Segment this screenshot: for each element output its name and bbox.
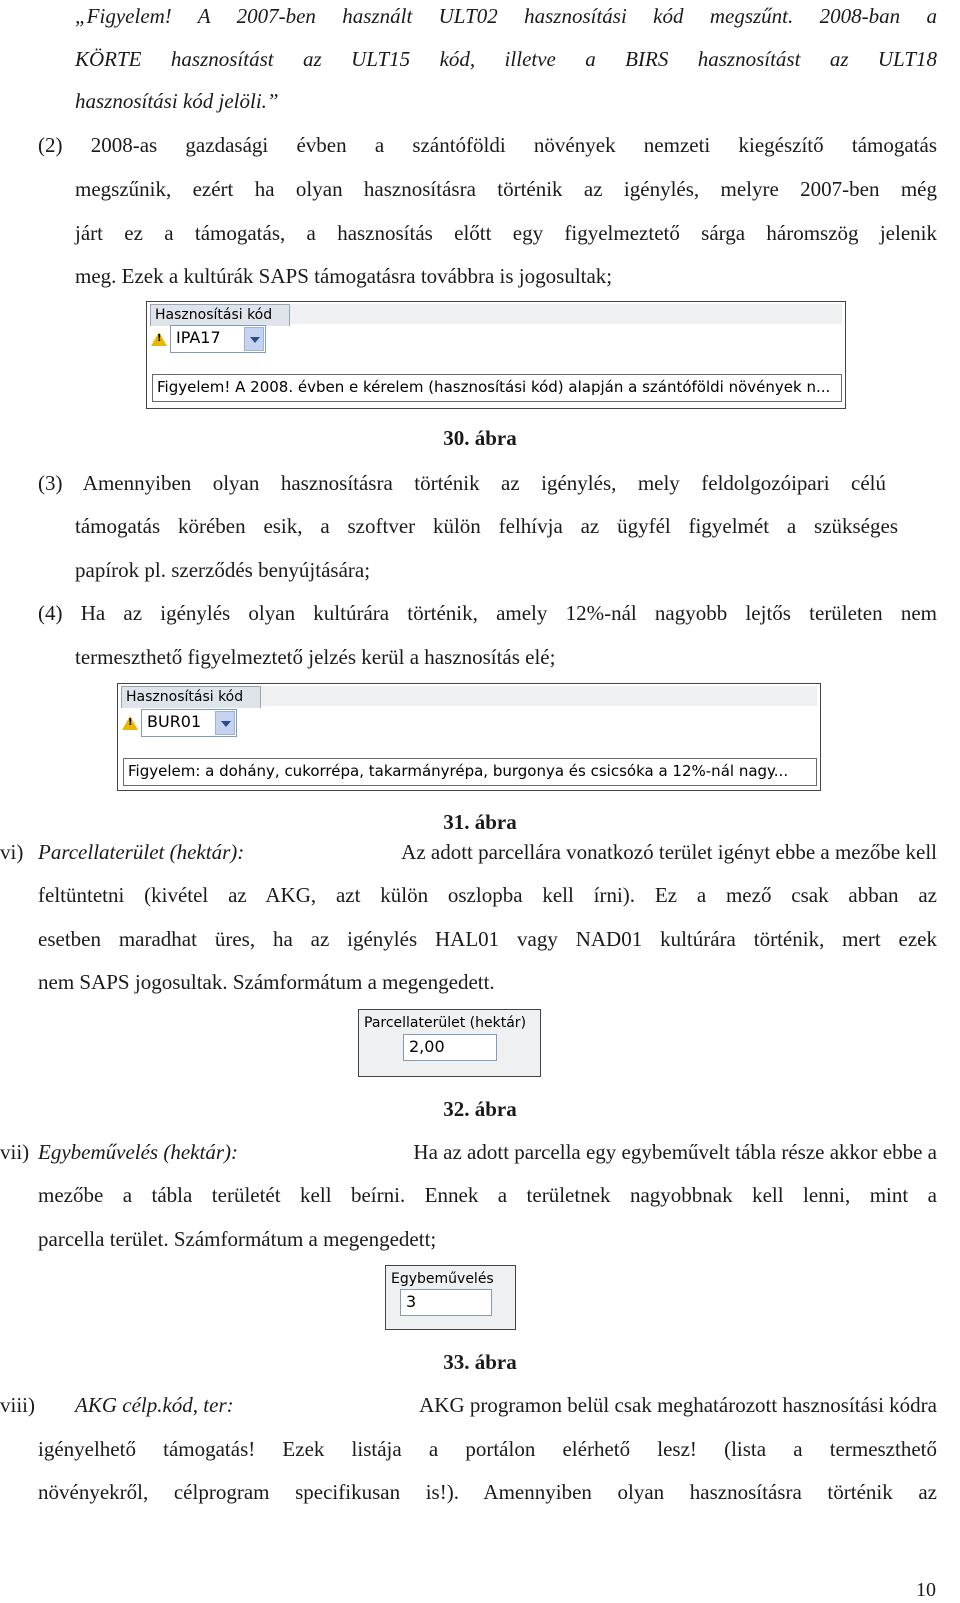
vii-line-3: parcella terület. Számformátum a megengedett; — [38, 1227, 437, 1251]
field-label: Hasznosítási kód — [121, 686, 261, 708]
figure-32-screenshot — [358, 1009, 541, 1077]
figure-caption: 33. ábra — [443, 1350, 517, 1374]
parcel-area-input[interactable]: 2,00 — [403, 1034, 497, 1061]
header-strip — [290, 304, 842, 324]
vii-line-1-rest: Ha az adott parcella egy egybeművelt tábla része akkor ebbe a — [413, 1140, 937, 1164]
vi-line-4: nem SAPS jogosultak. Számformátum a megengedett. — [38, 970, 495, 994]
figure-30-screenshot — [146, 301, 846, 409]
p2-line-2: megszűnik, ezért ha olyan hasznosításra történik az igénylés, melyre 2007-ben még — [75, 177, 937, 201]
chevron-down-icon[interactable] — [215, 711, 235, 735]
quote-line-3: hasznosítási kód jelöli.” — [75, 89, 279, 113]
warning-triangle-icon — [151, 332, 167, 346]
vii-term: Egybeművelés (hektár): — [38, 1140, 238, 1164]
field-label: Egybeművelés — [391, 1271, 494, 1287]
viii-line-1-rest: AKG programon belül csak meghatározott hasznosítási kódra — [419, 1393, 937, 1417]
header-strip — [261, 686, 817, 706]
viii-term: AKG célp.kód, ter: — [75, 1393, 234, 1417]
p4-line-2: termeszthető figyelmeztető jelzés kerül a hasznosítás elé; — [75, 645, 556, 669]
chevron-down-icon[interactable] — [244, 327, 264, 351]
p2-line-4: meg. Ezek a kultúrák SAPS támogatásra továbbra is jogosultak; — [75, 264, 613, 288]
p2-line-1: (2) 2008-as gazdasági évben a szántóföldi növények nemzeti kiegészítő támogatás — [38, 133, 937, 157]
select-value: BUR01 — [147, 712, 202, 731]
vii-line-2: mezőbe a tábla területét kell beírni. Ennek a területnek nagyobbnak kell lenni, mint a — [38, 1183, 937, 1207]
figure-caption: 30. ábra — [443, 426, 517, 450]
viii-line-3: növényekről, célprogram specifikusan is!). Amennyiben olyan hasznosításra történik az — [38, 1480, 937, 1504]
vii-line-1 — [38, 1142, 937, 1163]
vi-line-3: esetben maradhat üres, ha az igénylés HAL01 vagy NAD01 kultúrára történik, mert ezek — [38, 927, 937, 951]
vi-line-1 — [38, 842, 937, 863]
viii-line-1 — [75, 1395, 937, 1416]
figure-33-screenshot — [385, 1265, 516, 1330]
p4-line-1: (4) Ha az igénylés olyan kultúrára történik, amely 12%-nál nagyobb lejtős területen nem — [38, 601, 937, 625]
usage-code-select[interactable] — [141, 709, 237, 737]
warning-triangle-icon — [122, 716, 138, 730]
vii-marker: vii) — [0, 1140, 30, 1164]
figure-caption: 31. ábra — [443, 810, 517, 834]
viii-marker: viii) — [0, 1393, 35, 1417]
page-number: 10 — [916, 1579, 936, 1601]
vi-marker: vi) — [0, 840, 24, 864]
figure-31-screenshot — [117, 683, 821, 791]
field-label: Hasznosítási kód — [150, 304, 290, 326]
select-value: IPA17 — [176, 328, 221, 347]
quote-line-1: „Figyelem! A 2007-ben használt ULT02 hasznosítási kód megszűnt. 2008-ban a — [75, 4, 937, 28]
joint-cultivation-input[interactable]: 3 — [400, 1289, 492, 1316]
quote-line-2: KÖRTE hasznosítást az ULT15 kód, illetve a BIRS hasznosítást az ULT18 — [75, 47, 937, 71]
viii-line-2: igényelhető támogatás! Ezek listája a portálon elérhető lesz! (lista a termeszthető — [38, 1437, 937, 1461]
p2-line-3: járt ez a támogatás, a hasznosítás előtt egy figyelmeztető sárga háromszög jelenik — [75, 221, 937, 245]
figure-caption: 32. ábra — [443, 1097, 517, 1121]
p3-line-2: támogatás körében esik, a szoftver külön felhívja az ügyfél figyelmét a szükséges — [75, 514, 898, 538]
vi-term: Parcellaterület (hektár): — [38, 840, 245, 864]
warning-message: Figyelem: a dohány, cukorrépa, takarmányrépa, burgonya és csicsóka a 12%-nál nagy... — [123, 758, 817, 786]
vi-line-2: feltüntetni (kivétel az AKG, azt külön oszlopba kell írni). Ez a mező csak abban az — [38, 883, 937, 907]
p3-line-1: (3) Amennyiben olyan hasznosításra történik az igénylés, mely feldolgozóipari célú — [38, 471, 886, 495]
vi-line-1-rest: Az adott parcellára vonatkozó terület igényt ebbe a mezőbe kell — [401, 840, 937, 864]
warning-message: Figyelem! A 2008. évben e kérelem (hasznosítási kód) alapján a szántóföldi növények n... — [152, 374, 842, 402]
p3-line-3: papírok pl. szerződés benyújtására; — [75, 558, 371, 582]
field-label: Parcellaterület (hektár) — [364, 1015, 527, 1031]
usage-code-select[interactable] — [170, 325, 266, 353]
